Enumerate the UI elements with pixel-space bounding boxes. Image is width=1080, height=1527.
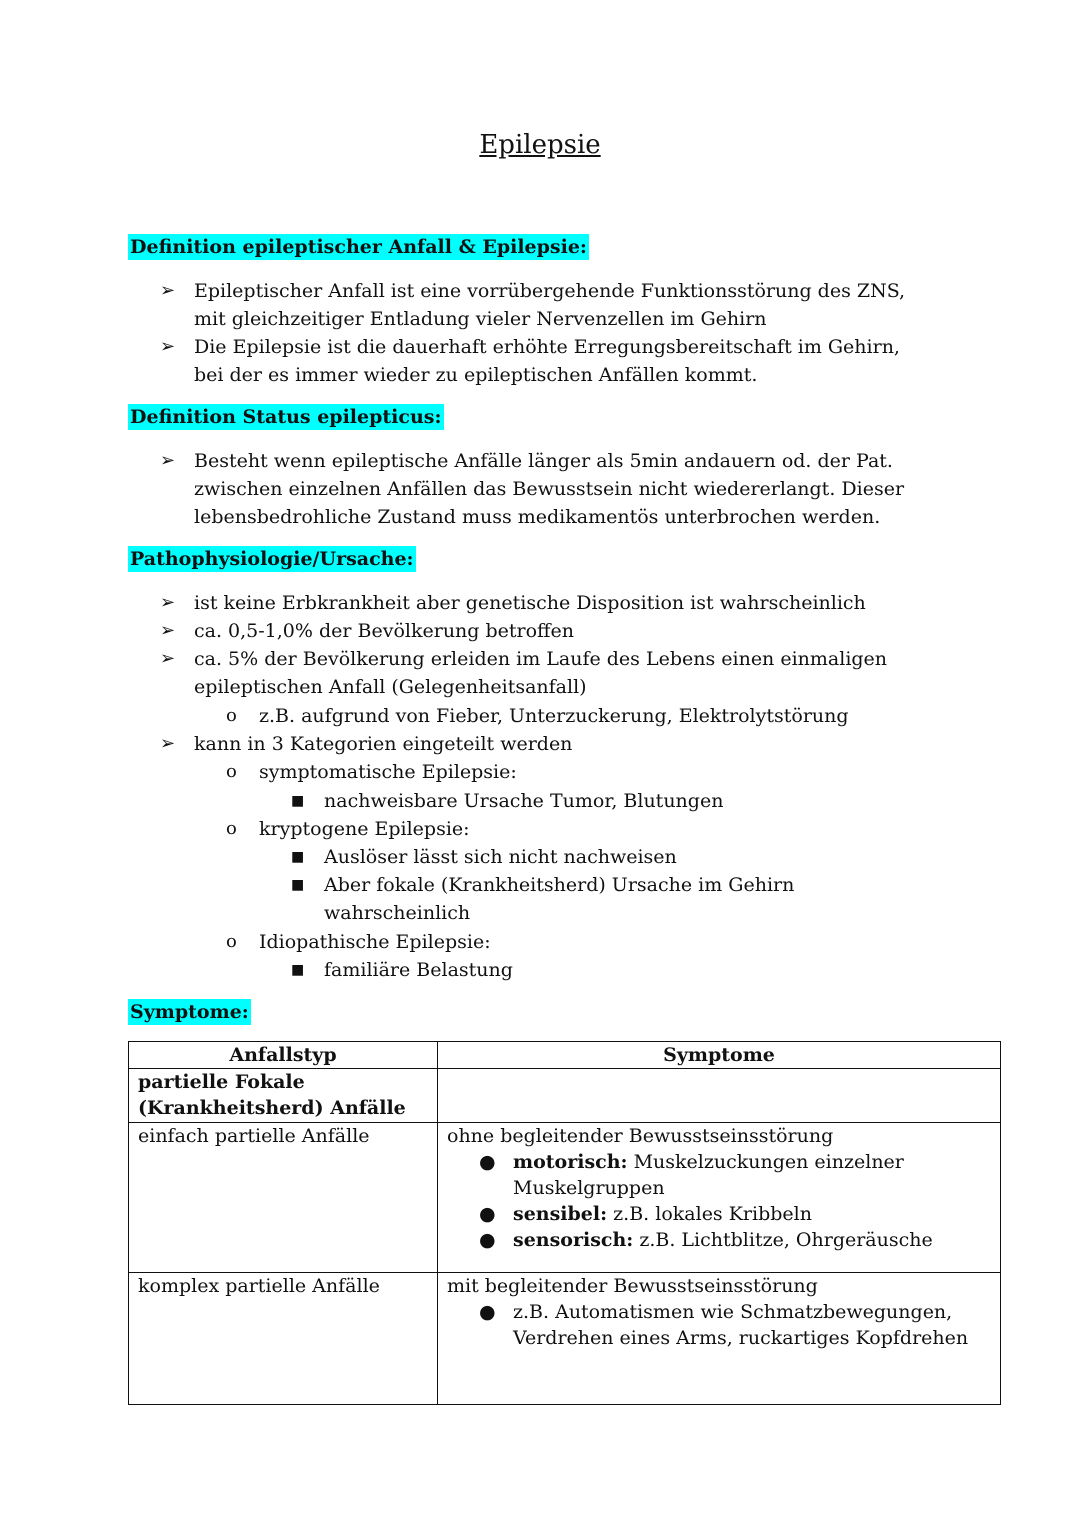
dot-bullet-icon: ● [479,1203,496,1225]
column-header: Anfallstyp [129,1042,438,1069]
sub-list-item: z.B. aufgrund von Fieber, Unterzuckerung, Elektrolytstörung [259,705,849,727]
term: sensibel: [513,1203,608,1225]
line: bei der es immer wieder zu epileptischen Anfällen kommt. [194,364,758,386]
list-item [194,645,974,701]
dot-bullet-icon: ● [479,1151,496,1173]
heading-status: Definition Status epilepticus: [130,406,442,428]
heading-symptome: Symptome: [130,1001,249,1023]
table-header-row [129,1042,1001,1069]
cell-bullet [447,1299,991,1351]
line: lebensbedrohliche Zustand muss medikamentös unterbrochen werden. [194,506,881,528]
arrow-bullet-icon: ➢ [160,620,176,641]
term: motorisch: [513,1151,628,1173]
heading-definition: Definition epileptischer Anfall & Epilepsie: [130,236,587,258]
list-item [194,447,974,531]
table-cell: einfach partielle Anfälle [129,1123,438,1273]
table-cell [129,1069,438,1123]
sub-list-item: symptomatische Epilepsie: [259,761,517,783]
table-row [129,1273,1001,1405]
square-bullet-icon: ■ [291,793,305,809]
square-bullet-icon: ■ [291,962,305,978]
heading-patho: Pathophysiologie/Ursache: [130,548,414,570]
line: wahrscheinlich [324,902,471,924]
cell-bullet [447,1227,991,1253]
cell-intro: ohne begleitender Bewusstseinsstörung [447,1125,834,1147]
sub-sub-list-item: Auslöser lässt sich nicht nachweisen [324,846,677,868]
table-cell [438,1069,1001,1123]
square-bullet-icon: ■ [291,877,305,893]
list-item [194,333,974,389]
line: z.B. Lichtblitze, Ohrgeräusche [633,1229,933,1251]
column-header: Symptome [438,1042,1001,1069]
line: Muskelzuckungen einzelner [627,1151,904,1173]
line: Die Epilepsie ist die dauerhaft erhöhte Erregungsbereitschaft im Gehirn, [194,336,900,358]
line: z.B. Automatismen wie Schmatzbewegungen, [513,1301,953,1323]
sub-sub-list-item: nachweisbare Ursache Tumor, Blutungen [324,790,724,812]
line: epileptischen Anfall (Gelegenheitsanfall) [194,676,587,698]
arrow-bullet-icon: ➢ [160,336,176,357]
list-item [194,277,974,333]
term: sensorisch: [513,1229,634,1251]
cell-intro: mit begleitender Bewusstseinsstörung [447,1275,818,1297]
line: ca. 5% der Bevölkerung erleiden im Laufe des Lebens einen einmaligen [194,648,888,670]
sub-list-item: kryptogene Epilepsie: [259,818,470,840]
table-row [129,1069,1001,1123]
table-cell [438,1273,1001,1405]
line: Verdrehen eines Arms, ruckartiges Kopfdrehen [513,1327,969,1349]
arrow-bullet-icon: ➢ [160,733,176,754]
sub-sub-list-item: familiäre Belastung [324,959,513,981]
page-title: Epilepsie [479,130,601,160]
line: Epileptischer Anfall ist eine vorrübergehende Funktionsstörung des ZNS, [194,280,906,302]
line: zwischen einzelnen Anfällen das Bewusstsein nicht wiedererlangt. Dieser [194,478,905,500]
table-cell [438,1123,1001,1273]
line: Aber fokale (Krankheitsherd) Ursache im Gehirn [324,874,795,896]
circle-bullet-icon: o [226,818,237,839]
cell-bullet [447,1201,991,1227]
sub-sub-list-item [324,871,924,927]
line: z.B. lokales Kribbeln [607,1203,812,1225]
circle-bullet-icon: o [226,705,237,726]
dot-bullet-icon: ● [479,1229,496,1251]
table-row [129,1123,1001,1273]
table-cell: komplex partielle Anfälle [129,1273,438,1405]
arrow-bullet-icon: ➢ [160,450,176,471]
sub-list-item: Idiopathische Epilepsie: [259,931,491,953]
line: partielle Fokale [138,1071,305,1093]
line: (Krankheitsherd) Anfälle [138,1097,406,1119]
dot-bullet-icon: ● [479,1301,496,1323]
line: Besteht wenn epileptische Anfälle länger als 5min andauern od. der Pat. [194,450,893,472]
arrow-bullet-icon: ➢ [160,280,176,301]
arrow-bullet-icon: ➢ [160,648,176,669]
symptom-table [128,1041,1001,1405]
line: mit gleichzeitiger Entladung vieler Nervenzellen im Gehirn [194,308,767,330]
circle-bullet-icon: o [226,931,237,952]
list-item: ca. 0,5-1,0% der Bevölkerung betroffen [194,620,575,642]
line: Muskelgruppen [513,1177,665,1199]
square-bullet-icon: ■ [291,849,305,865]
circle-bullet-icon: o [226,761,237,782]
arrow-bullet-icon: ➢ [160,592,176,613]
cell-bullet [447,1149,991,1201]
list-item: ist keine Erbkrankheit aber genetische Disposition ist wahrscheinlich [194,592,866,614]
list-item: kann in 3 Kategorien eingeteilt werden [194,733,573,755]
